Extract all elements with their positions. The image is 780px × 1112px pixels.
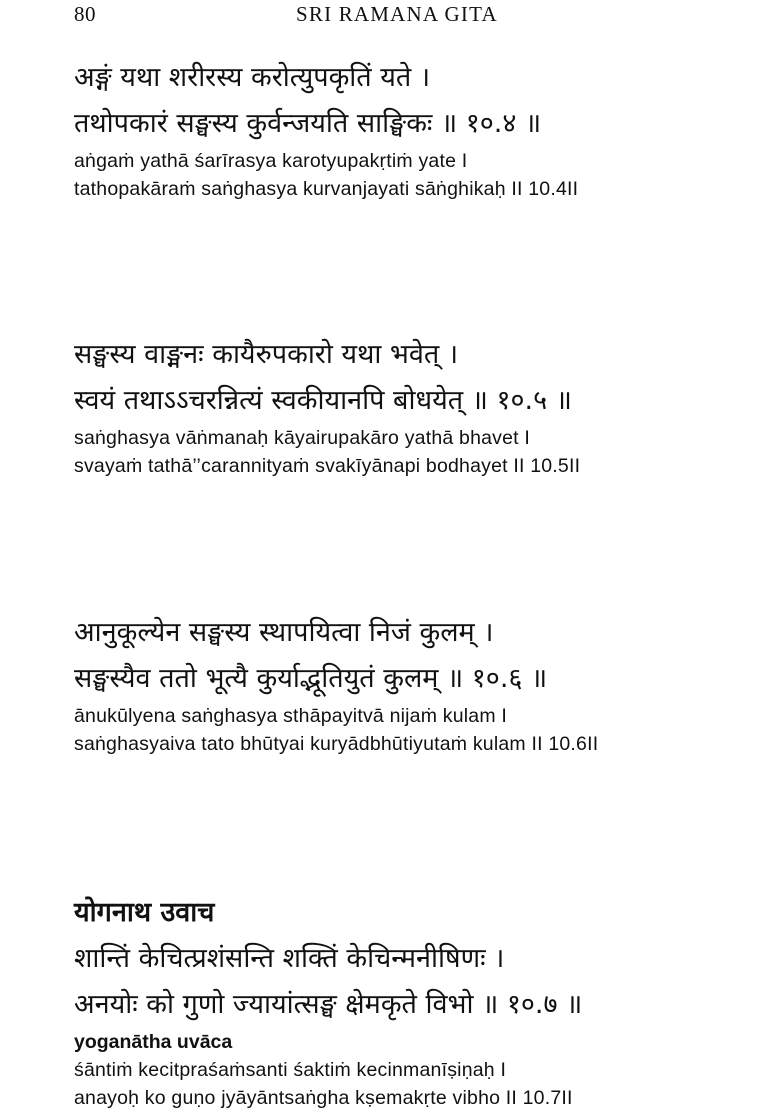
verse-10-4 bbox=[74, 55, 764, 203]
verse-10-5 bbox=[74, 332, 764, 480]
verse-10-7 bbox=[74, 890, 764, 1112]
devanagari-line: आनुकूल्येन सङ्घस्य स्थापयित्वा निजं कुलम् । bbox=[74, 617, 494, 648]
transliteration-line: aṅgaṁ yathā śarīrasya karotyupakṛtiṁ yate I bbox=[74, 150, 468, 172]
transliteration-line: anayoḥ ko guṇo jyāyāntsaṅgha kṣemakṛte vibho II 10.7II bbox=[74, 1087, 573, 1109]
transliteration-line: svayaṁ tathā’’carannityaṁ svakīyānapi bodhayet II 10.5II bbox=[74, 455, 581, 477]
transliteration-line: saṅghasya vāṅmanaḥ kāyairupakāro yathā bhavet I bbox=[74, 427, 531, 449]
speaker-heading-transliteration: yoganātha uvāca bbox=[74, 1031, 233, 1053]
transliteration-line: śāntiṁ kecitpraśaṁsanti śaktiṁ kecinmanīṣiṇaḥ I bbox=[74, 1059, 507, 1081]
page-number: 80 bbox=[74, 2, 96, 26]
devanagari-line: स्वयं तथाऽऽचरन्नित्यं स्वकीयानपि बोधयेत् ॥ १०.५ ॥ bbox=[74, 385, 572, 416]
devanagari-line: अनयोः को गुणो ज्यायांत्सङ्घ क्षेमकृते विभो ॥ १०.७ ॥ bbox=[74, 989, 583, 1020]
speaker-heading-devanagari: योगनाथ उवाच bbox=[74, 897, 215, 928]
transliteration-line: ānukūlyena saṅghasya sthāpayitvā nijaṁ kulam I bbox=[74, 705, 508, 727]
devanagari-line: सङ्घस्य वाङ्मनः कायैरुपकारो यथा भवेत् । bbox=[74, 339, 459, 370]
devanagari-line: शान्तिं केचित्प्रशंसन्ति शक्तिं केचिन्मनीषिणः । bbox=[74, 943, 505, 974]
running-title: SRI RAMANA GITA bbox=[296, 2, 498, 26]
devanagari-line: अङ्गं यथा शरीरस्य करोत्युपकृतिं यते । bbox=[74, 62, 431, 93]
devanagari-line: तथोपकारं सङ्घस्य कुर्वन्जयति साङ्घिकः ॥ १०.४ ॥ bbox=[74, 108, 542, 139]
devanagari-line: सङ्घस्यैव ततो भूत्यै कुर्याद्भूतियुतं कुलम् ॥ १०.६ ॥ bbox=[74, 663, 548, 694]
page-header bbox=[0, 0, 780, 30]
transliteration-line: saṅghasyaiva tato bhūtyai kuryādbhūtiyutaṁ kulam II 10.6II bbox=[74, 733, 599, 755]
verse-10-6 bbox=[74, 610, 764, 758]
transliteration-line: tathopakāraṁ saṅghasya kurvanjayati sāṅghikaḥ II 10.4II bbox=[74, 178, 579, 200]
